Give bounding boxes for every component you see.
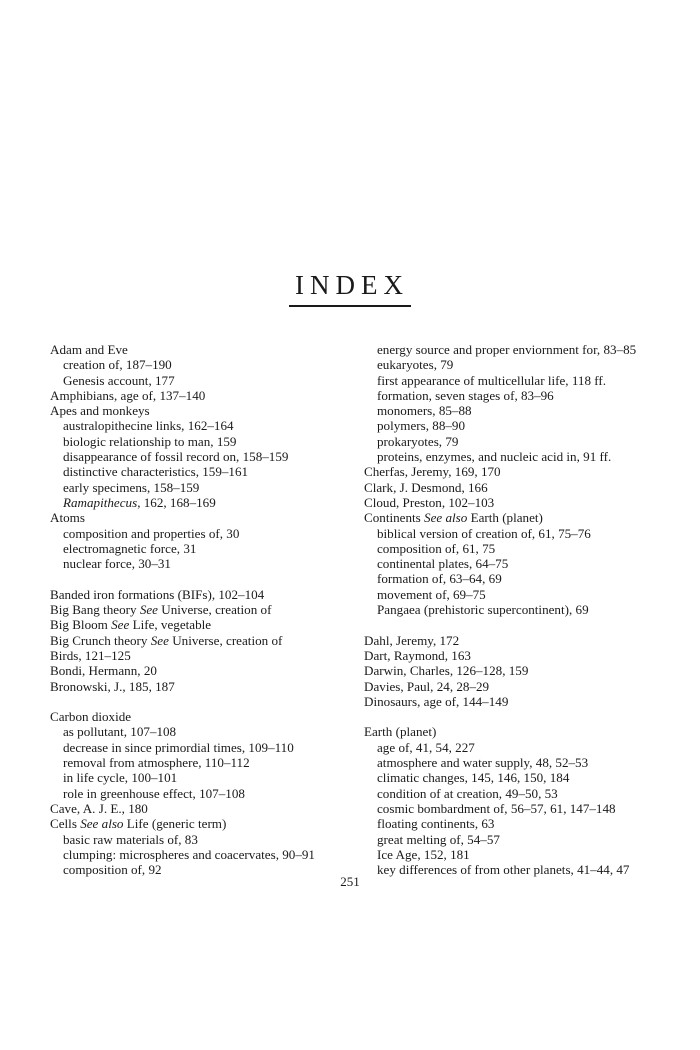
index-see-target: Life, vegetable xyxy=(129,617,212,633)
index-entry xyxy=(50,633,350,648)
index-subentry: eukaryotes, 79 xyxy=(377,357,454,373)
index-subentry: energy source and proper enviornment for, 83–85 xyxy=(377,342,637,357)
index-see-target: Earth (planet) xyxy=(467,510,543,526)
index-entry: Dinosaurs, age of, 144–149 xyxy=(364,693,509,709)
index-subentry: Pangaea (prehistoric supercontinent), 69 xyxy=(377,602,589,618)
index-subentry: age of, 41, 54, 227 xyxy=(377,739,475,755)
index-see-reference: See xyxy=(139,602,158,618)
index-entry xyxy=(364,510,664,525)
index-entry: Dart, Raymond, 163 xyxy=(364,647,471,663)
index-entry: Adam and Eve xyxy=(50,342,128,357)
index-subentry: climatic changes, 145, 146, 150, 184 xyxy=(377,770,570,786)
index-subentry: early specimens, 158–159 xyxy=(63,479,200,495)
index-see-target: Universe, creation of xyxy=(158,602,272,618)
index-subentry: floating continents, 63 xyxy=(377,816,495,832)
index-subentry: great melting of, 54–57 xyxy=(377,831,500,847)
index-subentry: basic raw materials of, 83 xyxy=(63,831,198,847)
index-letter-gap xyxy=(364,617,664,632)
index-subentry: composition of, 61, 75 xyxy=(377,540,496,556)
index-entry: Cloud, Preston, 102–103 xyxy=(364,494,495,510)
index-subentry: distinctive characteristics, 159–161 xyxy=(63,464,249,480)
index-subentry: first appearance of multicellular life, 118 ff. xyxy=(377,372,607,388)
index-entry-term: Big Bang theory xyxy=(50,602,140,618)
index-subentry: role in greenhouse effect, 107–108 xyxy=(63,785,245,801)
index-entry-italic-term: Ramapithecus xyxy=(63,494,138,510)
index-subentry: composition and properties of, 30 xyxy=(63,525,240,541)
index-subentry: movement of, 69–75 xyxy=(377,586,486,602)
index-entry: Dahl, Jeremy, 172 xyxy=(364,632,460,648)
index-subentry: clumping: microspheres and coacervates, 90–91 xyxy=(63,846,315,862)
index-subentry: Genesis account, 177 xyxy=(63,372,175,388)
index-subentry: monomers, 85–88 xyxy=(377,403,472,419)
index-entry xyxy=(50,816,350,831)
index-subentry: disappearance of fossil record on, 158–159 xyxy=(63,449,289,465)
index-entry-pages: , 162, 168–169 xyxy=(137,494,216,510)
index-entry: Earth (planet) xyxy=(364,724,437,740)
index-subentry: continental plates, 64–75 xyxy=(377,556,509,572)
index-entry-term: Big Bloom xyxy=(50,617,112,633)
index-subentry: electromagnetic force, 31 xyxy=(63,540,197,556)
index-entry: Bondi, Hermann, 20 xyxy=(50,663,157,679)
index-letter-gap xyxy=(50,694,350,709)
page-number: 251 xyxy=(340,874,360,889)
index-see-target: Universe, creation of xyxy=(168,632,283,648)
index-entry xyxy=(50,617,350,632)
index-entry: Amphibians, age of, 137–140 xyxy=(50,387,206,403)
index-title-block xyxy=(0,268,700,307)
index-subentry: condition of at creation, 49–50, 53 xyxy=(377,785,558,801)
index-subentry: australopithecine links, 162–164 xyxy=(63,418,234,434)
index-entry: Birds, 121–125 xyxy=(50,647,131,663)
index-subentry: in life cycle, 100–101 xyxy=(63,770,178,786)
index-subentry: prokaryotes, 79 xyxy=(377,433,459,449)
index-subentry: key differences of from other planets, 41–44, 47 xyxy=(377,862,630,878)
index-see-reference: See xyxy=(111,617,130,633)
index-subentry: proteins, enzymes, and nucleic acid in, 91 ff. xyxy=(377,449,612,465)
index-see-reference: See xyxy=(150,632,169,648)
index-entry: Cherfas, Jeremy, 169, 170 xyxy=(364,464,501,480)
index-entry-term: Cells xyxy=(50,816,81,832)
index-entry: Atoms xyxy=(50,510,85,526)
page-title: INDEX xyxy=(289,268,411,307)
index-entry-term: Big Crunch theory xyxy=(50,632,151,648)
index-subentry: polymers, 88–90 xyxy=(377,418,466,434)
index-subentry: as pollutant, 107–108 xyxy=(63,724,177,740)
index-letter-gap xyxy=(364,709,664,724)
index-see-reference: See also xyxy=(80,816,124,832)
index-entry: Carbon dioxide xyxy=(50,709,132,725)
index-entry-term: Continents xyxy=(364,510,425,526)
index-entry: Darwin, Charles, 126–128, 159 xyxy=(364,663,529,679)
index-subentry: biblical version of creation of, 61, 75–76 xyxy=(377,525,591,541)
index-entry: Bronowski, J., 185, 187 xyxy=(50,678,175,694)
index-subentry: Ice Age, 152, 181 xyxy=(377,846,470,862)
index-subentry: biologic relationship to man, 159 xyxy=(63,433,237,449)
index-subentry: atmosphere and water supply, 48, 52–53 xyxy=(377,755,589,771)
index-subentry: cosmic bombardment of, 56–57, 61, 147–148 xyxy=(377,800,616,816)
index-entry: Cave, A. J. E., 180 xyxy=(50,800,148,816)
index-entry: Apes and monkeys xyxy=(50,403,150,419)
index-subentry: removal from atmosphere, 110–112 xyxy=(63,755,250,771)
index-column-right xyxy=(364,342,664,877)
index-letter-gap xyxy=(50,571,350,586)
index-see-reference: See also xyxy=(424,510,468,526)
index-subentry: nuclear force, 30–31 xyxy=(63,556,171,572)
index-entry xyxy=(50,602,350,617)
index-subentry: formation, seven stages of, 83–96 xyxy=(377,387,554,403)
index-entry: Davies, Paul, 24, 28–29 xyxy=(364,678,490,694)
index-subentry: formation of, 63–64, 69 xyxy=(377,571,502,587)
index-entry: Clark, J. Desmond, 166 xyxy=(364,479,488,495)
index-entry: Banded iron formations (BIFs), 102–104 xyxy=(50,586,265,602)
index-subentry: composition of, 92 xyxy=(63,862,162,878)
index-subentry: decrease in since primordial times, 109–110 xyxy=(63,739,294,755)
index-subentry xyxy=(50,495,350,510)
index-see-target: Life (generic term) xyxy=(123,816,227,832)
index-subentry: creation of, 187–190 xyxy=(63,357,172,373)
index-column-left xyxy=(50,342,350,877)
